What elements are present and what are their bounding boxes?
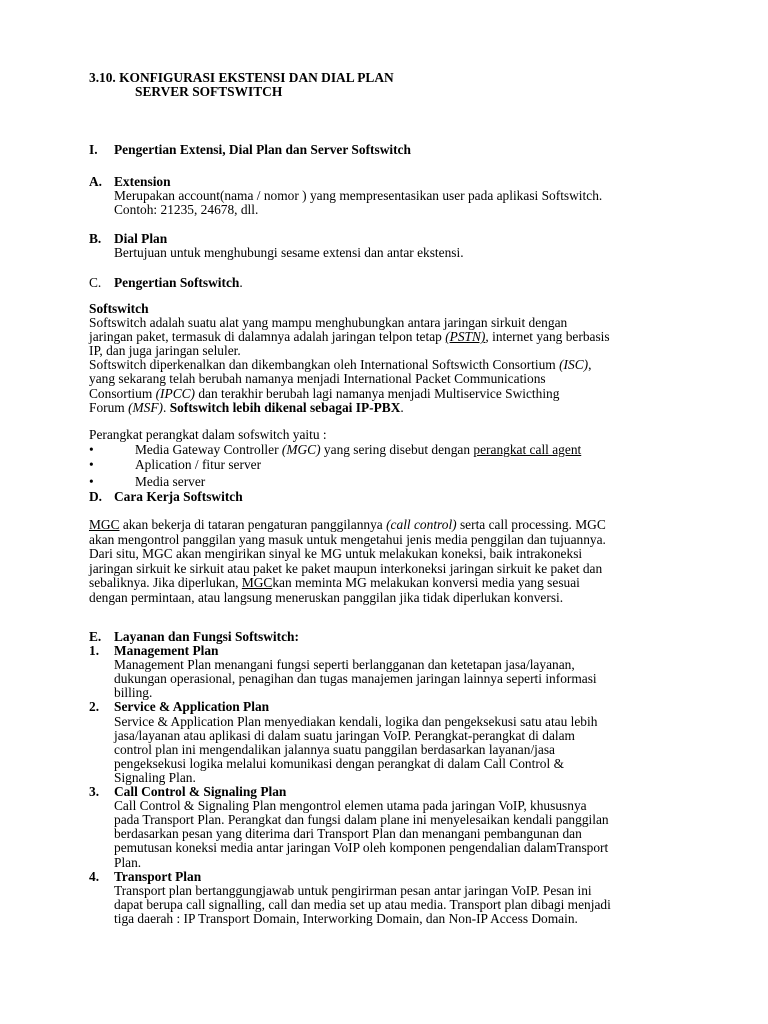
- section-b: [89, 232, 681, 260]
- p2-text: Softswitch diperkenalkan dan dikembangkan oleh International Softswicth Consortium: [89, 357, 560, 373]
- d-text: akan bekerja di tataran pengaturan panggilannya: [119, 517, 387, 532]
- softswitch-title: Softswitch: [89, 301, 149, 316]
- list-item: [89, 870, 681, 926]
- softswitch-p1-line-2: [89, 330, 681, 344]
- section-a-title: Extension: [114, 174, 171, 189]
- item-line: dukungan operasional, penagihan dan tugas manajemen jaringan lainnya seperti informasi: [114, 671, 597, 687]
- section-a: [89, 175, 681, 217]
- item-text-mid: yang sering disebut dengan: [320, 442, 474, 458]
- item-number: 1.: [89, 643, 100, 659]
- p2d-period: .: [400, 399, 404, 415]
- document-heading: [89, 71, 681, 99]
- d-line-3: Dari situ, MGC akan mengirikan sinyal ke MG untuk melakukan koneksi, baik intrakoneksi: [89, 546, 583, 562]
- item-number: 3.: [89, 784, 100, 800]
- list-item: [89, 458, 681, 473]
- item-line: Signaling Plan.: [114, 769, 196, 785]
- section-d-number: D.: [89, 489, 103, 504]
- list-item: [89, 443, 681, 458]
- device-list: [89, 428, 681, 490]
- item-line: Transport plan bertanggungjawab untuk pengirirman pesan antar jaringan VoIP. Pesan ini: [114, 882, 592, 898]
- d-text-end: kan meminta MG melakukan konversi media yang sesuai: [272, 575, 580, 591]
- section-d-title: Cara Kerja Softswitch: [114, 489, 243, 504]
- isc-term: (ISC): [559, 357, 589, 373]
- section-a-number: A.: [89, 174, 103, 189]
- section-e-heading: [89, 630, 681, 644]
- ipcc-term: (IPCC): [155, 385, 196, 401]
- bullet-icon: •: [89, 457, 94, 473]
- msf-term: (MSF): [128, 399, 164, 415]
- section-i-heading: [89, 143, 681, 157]
- section-c-heading: [89, 276, 681, 290]
- softswitch-p1-line-3: IP, dan juga jaringan seluler.: [89, 343, 241, 359]
- softswitch-p2-line-3: [89, 387, 681, 401]
- item-line: billing.: [114, 685, 153, 701]
- d-text-end: serta call processing. MGC: [456, 517, 606, 532]
- p2d-sep: .: [163, 399, 170, 415]
- d-line-2: akan mengontrol panggilan yang masuk untuk mengetahui jenis media penggilan dan tujuannya.: [89, 531, 606, 547]
- section-i-title: Pengertian Extensi, Dial Plan dan Server Softswitch: [114, 142, 411, 157]
- section-c-dot: .: [239, 275, 243, 290]
- item-number: 2.: [89, 699, 100, 715]
- mgc-term: MGC: [89, 517, 120, 532]
- section-d-paragraph: [89, 518, 681, 606]
- section-e: [89, 630, 681, 926]
- item-line: control plan ini mengendalikan jalannya suatu panggilan berdasarkan layanan/jasa: [114, 741, 555, 757]
- section-c-title: Pengertian Softswitch: [114, 275, 240, 290]
- item-title: Management Plan: [114, 643, 219, 659]
- list-item: [89, 475, 681, 490]
- item-line: Service & Application Plan menyediakan kendali, logika dan pengeksekusi satu atau lebih: [114, 713, 598, 729]
- softswitch-p2-line-1: [89, 358, 681, 372]
- list-item: [89, 700, 681, 785]
- list-item: [89, 644, 681, 700]
- list-item: [89, 785, 681, 870]
- softswitch-section: [89, 302, 681, 415]
- section-i-number: I.: [89, 142, 98, 157]
- item-text: Media Gateway Controller: [135, 442, 282, 458]
- d-line-6: dengan permintaan, atau langsung meneruskan panggilan jika tidak diperlukan konversi.: [89, 589, 564, 605]
- call-agent-term: perangkat call agent: [473, 442, 582, 458]
- item-line: pengeksekusi logika melalui komunikasi dengan perangkat di dalam Call Control &: [114, 755, 564, 771]
- d-line-4: jaringan sirkuit ke sirkuit atau paket ke paket maupun interkoneksi jaringan sirkuit ke paket dan: [89, 560, 603, 576]
- section-e-title: Layanan dan Fungsi Softswitch:: [114, 629, 299, 644]
- item-text: Media server: [135, 474, 206, 490]
- item-title: Call Control & Signaling Plan: [114, 784, 287, 800]
- p2-comma: ,: [588, 357, 592, 373]
- section-b-number: B.: [89, 231, 102, 246]
- heading-line-1: 3.10. KONFIGURASI EKSTENSI DAN DIAL PLAN: [89, 70, 394, 85]
- p2c-text-end: dan terakhir berubah lagi namanya menjadi Multiservice Swicthing: [195, 385, 560, 401]
- d-text: sebaliknya. Jika diperlukan,: [89, 575, 242, 591]
- bullet-icon: •: [89, 442, 94, 458]
- item-title: Service & Application Plan: [114, 699, 270, 715]
- section-d-heading: [89, 490, 681, 504]
- section-c-number: C.: [89, 275, 102, 290]
- pstn-term: (PSTN): [445, 329, 486, 345]
- call-control-term: (call control): [386, 517, 457, 532]
- mgc-term: MGC: [241, 575, 273, 591]
- item-line: pemutusan koneksi media antar jaringan VoIP oleh komponen pengendalian dalamTransport: [114, 840, 609, 856]
- section-e-number: E.: [89, 629, 102, 644]
- d-line-5: [89, 576, 681, 591]
- p1-text-end: , internet yang berbasis: [485, 329, 610, 345]
- p2d-text: Forum: [89, 399, 129, 415]
- heading-line-2: SERVER SOFTSWITCH: [135, 84, 283, 100]
- item-line: jasa/layanan atau aplikasi di dalam suatu jaringan VoIP. Perangkat-perangkat di dalam: [114, 727, 575, 743]
- section-b-text: Bertujuan untuk menghubungi sesame extensi dan antar ekstensi.: [114, 245, 464, 261]
- item-line: Call Control & Signaling Plan mengontrol elemen utama pada jaringan VoIP, khususnya: [114, 798, 587, 814]
- item-line: pada Transport Plan. Perangkat dan fungsi dalam plane ini menyelesaikan kendali panggilan: [114, 812, 609, 828]
- item-number: 4.: [89, 868, 100, 884]
- bullet-icon: •: [89, 474, 94, 490]
- section-b-title: Dial Plan: [114, 231, 168, 246]
- item-line: Management Plan menangani fungsi seperti berlangganan dan ketetapan jasa/layanan,: [114, 657, 575, 673]
- d-line-1: [89, 518, 681, 533]
- section-a-line-1: Merupakan account(nama / nomor ) yang mempresentasikan user pada aplikasi Softswitch.: [114, 188, 603, 204]
- item-text: Aplication / fitur server: [135, 457, 262, 473]
- device-list-intro: Perangkat perangkat dalam sofswitch yaitu :: [89, 427, 327, 442]
- item-line: berdasarkan pesan yang diterima dari Transport Plan dan menangani pembangunan dan: [114, 826, 582, 842]
- mgc-term: (MGC): [281, 442, 321, 458]
- section-a-line-2: Contoh: 21235, 24678, dll.: [114, 202, 259, 218]
- item-line: Plan.: [114, 854, 142, 870]
- item-title: Transport Plan: [114, 868, 202, 884]
- softswitch-p2-line-2: yang sekarang telah berubah namanya menjadi International Packet Communications: [89, 371, 546, 387]
- ip-pbx-statement: Softswitch lebih dikenal sebagai IP-PBX: [169, 399, 401, 415]
- p2c-text: Consortium: [89, 385, 156, 401]
- item-line: dapat berupa call signalling, call dan media set up atau media. Transport plan dibagi menjadi: [114, 896, 611, 912]
- p1-text: jaringan paket, termasuk di dalamnya adalah jaringan telpon tetap: [89, 329, 446, 345]
- softswitch-p2-line-4: [89, 401, 681, 415]
- item-line: tiga daerah : IP Transport Domain, Interworking Domain, dan Non-IP Access Domain.: [114, 910, 578, 926]
- softswitch-p1-line-1: Softswitch adalah suatu alat yang mampu menghubungkan antara jaringan sirkuit dengan: [89, 315, 568, 331]
